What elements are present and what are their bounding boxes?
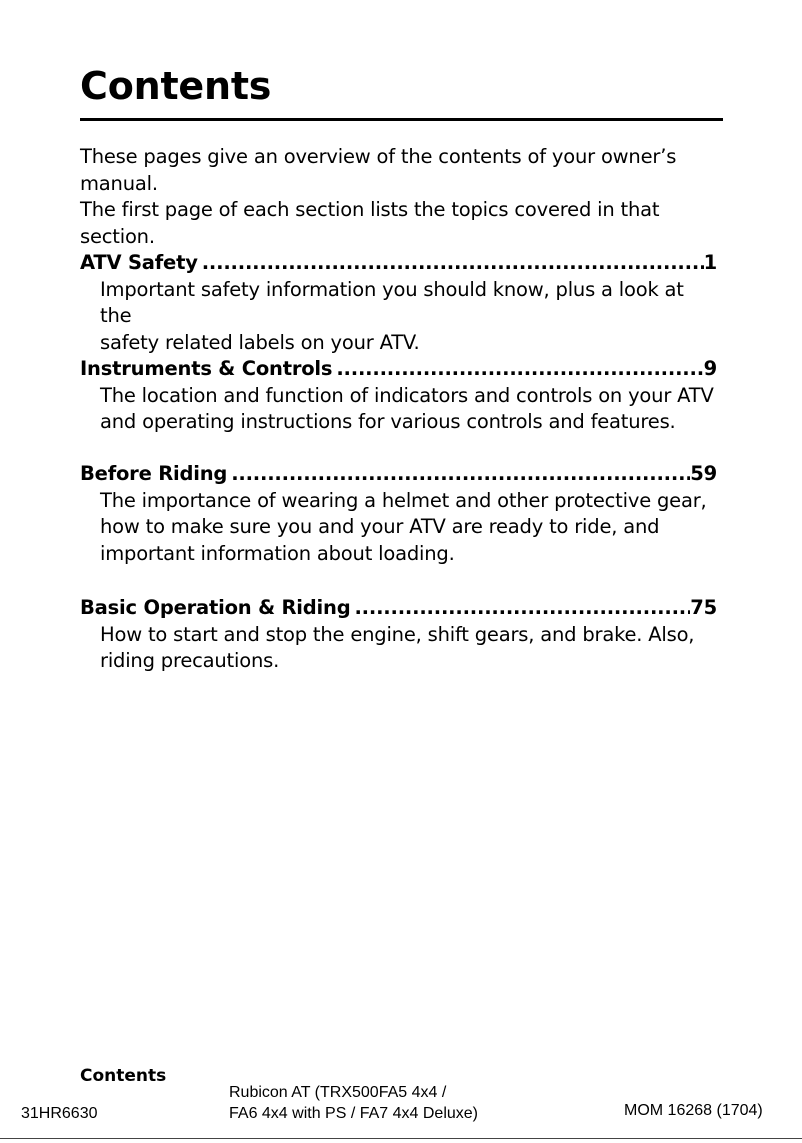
- footer-model-line: FA6 4x4 with PS / FA7 4x4 Deluxe): [229, 1105, 479, 1122]
- description-line: important information about loading.: [100, 541, 455, 565]
- description-line: safety related labels on your ATV.: [100, 330, 420, 354]
- description-line: The importance of wearing a helmet and other protective gear,: [100, 488, 707, 512]
- toc-entry-instruments-controls[interactable]: [80, 356, 720, 436]
- bottom-rule: [0, 1138, 802, 1139]
- description-line: how to make sure you and your ATV are ready to ride, and: [100, 515, 660, 538]
- footer-mom: MOM 16268 (1704): [624, 1102, 763, 1119]
- toc-entry-heading[interactable]: [80, 356, 717, 383]
- toc-entry-page-number: 75: [690, 596, 717, 619]
- toc-entry-page-number: 59: [690, 462, 717, 485]
- toc-entry-atv-safety[interactable]: [80, 250, 720, 356]
- toc-entry-title: Before Riding: [80, 462, 228, 485]
- description-line: and operating instructions for various controls and features.: [100, 410, 676, 433]
- toc-entry-title: Instruments & Controls: [80, 357, 333, 380]
- description-line: riding precautions.: [100, 649, 280, 672]
- dot-leader: [332, 356, 703, 383]
- description-line: The location and function of indicators and controls on your ATV: [100, 383, 714, 407]
- toc-entry-before-riding[interactable]: [80, 461, 720, 567]
- footer-section-name: Contents: [80, 1066, 167, 1086]
- intro-text: [80, 144, 725, 250]
- toc-entry-heading[interactable]: [80, 595, 717, 622]
- footer-model: [229, 1082, 478, 1124]
- intro-line: The first page of each section lists the topics covered in that section.: [80, 198, 660, 248]
- dot-leader: [198, 250, 704, 277]
- page-title: Contents: [80, 64, 272, 108]
- toc-entry-page-number: 1: [703, 251, 717, 274]
- toc-entry-heading[interactable]: [80, 250, 717, 277]
- intro-line: These pages give an overview of the contents of your owner’s: [80, 145, 677, 168]
- toc-entry-page-number: 9: [703, 357, 717, 380]
- toc-entry-title: Basic Operation & Riding: [80, 596, 351, 619]
- toc-entry-description: [80, 622, 720, 675]
- toc-entry-description: [80, 488, 720, 568]
- toc-entry-basic-operation-riding[interactable]: [80, 595, 720, 675]
- intro-line: manual.: [80, 171, 158, 195]
- footer-code: 31HR6630: [21, 1105, 98, 1122]
- footer-model-line: Rubicon AT (TRX500FA5 4x4 /: [229, 1084, 447, 1101]
- toc-entry-heading[interactable]: [80, 461, 717, 488]
- title-rule: [80, 118, 723, 121]
- toc-entry-title: ATV Safety: [80, 251, 198, 274]
- toc-entry-description: [80, 277, 720, 357]
- toc-entry-description: [80, 383, 720, 436]
- description-line: How to start and stop the engine, shift gears, and brake. Also,: [100, 622, 695, 646]
- dot-leader: [227, 461, 690, 488]
- description-line: Important safety information you should know, plus a look at the: [100, 277, 684, 327]
- dot-leader: [350, 595, 690, 622]
